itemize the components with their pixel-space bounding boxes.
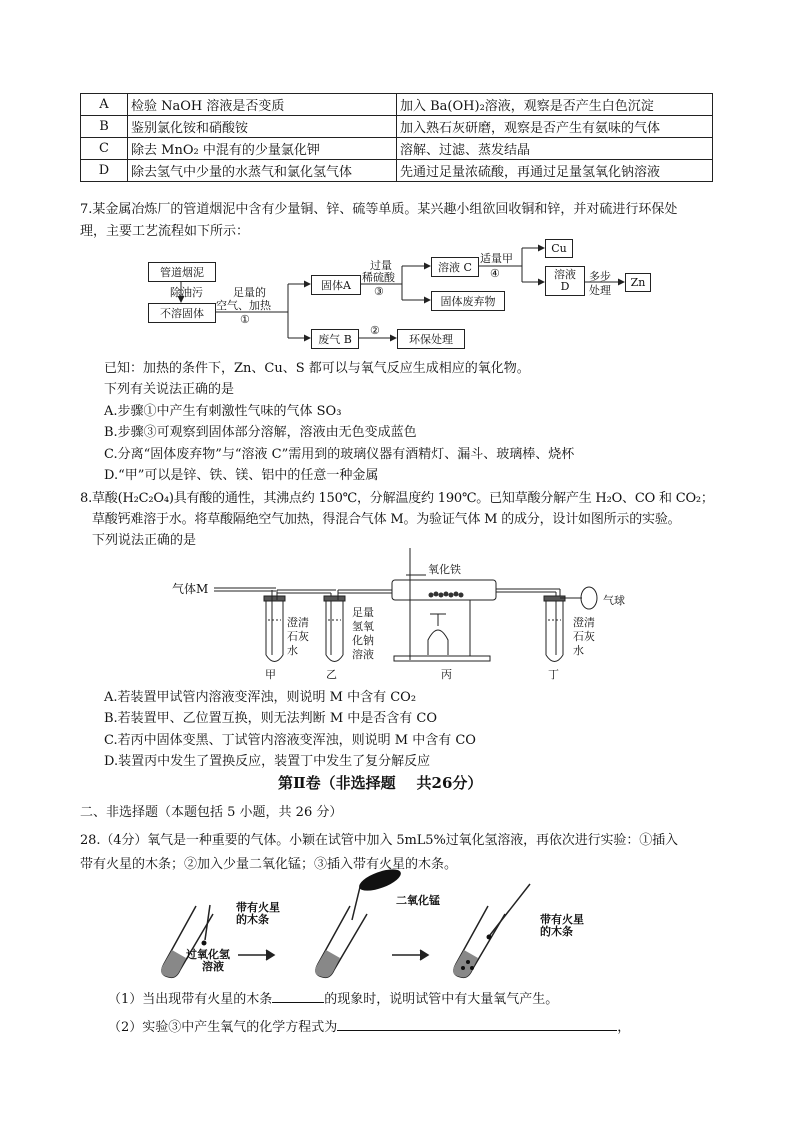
q8-option-d: D.装置丙中发生了置换反应，装置丁中发生了复分解反应: [104, 754, 431, 769]
q7-known: 已知：加热的条件下，Zn、Cu、S 都可以与氧气反应生成相应的氧化物。: [104, 361, 530, 376]
flow-label-step3: ③: [374, 285, 384, 298]
flow-label-acid1: 过量: [370, 259, 392, 272]
q8-stem-line2: 草酸钙难溶于水。将草酸隔绝空气加热，得混合气体 M。为验证气体 M 的成分，设计如图所示的实验。: [92, 512, 681, 527]
q8-option-a: A.若装置甲试管内溶液变浑浊，则说明 M 中含有 CO₂: [104, 690, 417, 705]
q7-option-d: D.“甲”可以是锌、铁、镁、铝中的任意一种金属: [104, 468, 379, 483]
flow-box-zn: Zn: [625, 273, 651, 292]
q8-stem-line1: 8.草酸(H₂C₂O₄)具有酸的通性，其沸点约 150℃，分解温度约 190℃。已知草酸分解产生 H₂O、CO 和 CO₂；: [80, 491, 714, 506]
q7-option-c: C.分离“固体废弃物”与“溶液 C”需用到的玻璃仪器有酒精灯、漏斗、玻璃棒、烧杯: [104, 447, 575, 462]
option-key: B: [81, 116, 128, 138]
label-ding: 丁: [548, 668, 559, 681]
label-h2o2-line1: 过氧化氢: [186, 948, 230, 961]
option-key: D: [81, 160, 128, 182]
flow-label-air2: 空气、加热: [216, 299, 271, 312]
label-limewater-jia: 澄清石灰水: [287, 616, 309, 657]
q28-part2-prefix: （2）实验③中产生氧气的化学方程式为: [108, 1020, 338, 1035]
label-gas-m: 气体M: [172, 582, 209, 596]
flow-box-env-treatment: 环保处理: [397, 329, 465, 349]
flow-label-step1: ①: [240, 313, 250, 326]
q7-ask: 下列有关说法正确的是: [104, 382, 235, 397]
flow-box-solution-d-line1: 溶液: [554, 268, 576, 281]
flow-label-air1: 足量的: [233, 286, 266, 299]
label-balloon: 气球: [603, 594, 625, 607]
label-limewater-ding: 澄清石灰水: [573, 616, 595, 657]
flow-label-multistep1: 多步: [589, 270, 611, 283]
q28-part2-suffix: ，: [617, 1020, 631, 1035]
label-mno2: 二氧化锰: [396, 894, 440, 907]
q8-ask: 下列说法正确的是: [92, 533, 197, 548]
q28-stem-line1: 28.（4分）氧气是一种重要的气体。小颖在试管中加入 5mL5%过氧化氢溶液，再依次进行实验：①插入: [80, 833, 678, 848]
flow-label-step4: ④: [490, 267, 500, 280]
flow-box-solution-c: 溶液 C: [431, 257, 479, 277]
option-method: 先通过足量浓硫酸，再通过足量氢氧化钠溶液: [397, 160, 713, 182]
q28-part1-suffix: 的现象时，说明试管中有大量氧气产生。: [324, 992, 559, 1007]
q7-option-a: A.步骤①中产生有刺激性气味的气体 SO₃: [104, 404, 342, 419]
q7-stem-line1: 7.某金属冶炼厂的管道烟泥中含有少量铜、锌、硫等单质。某兴趣小组欲回收铜和锌，并对硫进行环保处: [80, 202, 678, 217]
flow-label-acid2: 稀硫酸: [362, 271, 395, 284]
label-naoh-yi: 足量氢氧化钠溶液: [352, 606, 374, 661]
q7-option-b: B.步骤③可观察到固体部分溶解，溶液由无色变成蓝色: [104, 425, 417, 440]
flow-box-gas-b: 废气 B: [311, 329, 359, 349]
q28-part1: [108, 988, 558, 1007]
option-key: A: [81, 94, 128, 116]
label-glowing-stick1-line2: 的木条: [236, 913, 269, 926]
label-jia: 甲: [265, 668, 276, 681]
flow-box-solid-waste: 固体废弃物: [431, 291, 505, 311]
label-glowing-stick3-line1: 带有火星: [540, 913, 584, 926]
option-item: 除去氢气中少量的水蒸气和氯化氢气体: [128, 160, 397, 182]
section-title: 第Ⅱ卷（非选择题 共26分）: [278, 774, 483, 792]
label-glowing-stick3-line2: 的木条: [540, 925, 573, 938]
option-item: 除去 MnO₂ 中混有的少量氯化钾: [128, 138, 397, 160]
label-glowing-stick1-line1: 带有火星: [236, 901, 280, 914]
option-item: 检验 NaOH 溶液是否变质: [128, 94, 397, 116]
option-item: 鉴别氯化铵和硝酸铵: [128, 116, 397, 138]
option-key: C: [81, 138, 128, 160]
flow-label-step2: ②: [370, 324, 380, 337]
option-method: 溶解、过滤、蒸发结晶: [397, 138, 713, 160]
label-h2o2-line2: 溶液: [202, 960, 224, 973]
flow-box-insoluble-solid: 不溶固体: [148, 303, 216, 323]
option-method: 加入熟石灰研磨，观察是否产生有氨味的气体: [397, 116, 713, 138]
q28-stem-line2: 带有火星的木条；②加入少量二氧化锰；③插入带有火星的木条。: [80, 857, 458, 872]
q7-stem-line2: 理，主要工艺流程如下所示：: [80, 224, 250, 239]
part-two-heading: 二、非选择题（本题包括 5 小题，共 26 分）: [80, 805, 343, 820]
answer-blank-2[interactable]: [337, 1030, 617, 1031]
flow-box-pipe-sludge: 管道烟泥: [148, 262, 216, 282]
flow-label-multistep2: 处理: [589, 284, 611, 297]
answer-blank-1[interactable]: [272, 1002, 324, 1003]
label-iron-oxide: 氧化铁: [428, 563, 461, 576]
flow-label-degrease: 除油污: [170, 286, 203, 299]
flow-box-solution-d-line2: D: [560, 280, 570, 293]
q28-part2: [108, 1016, 630, 1035]
label-bing: 丙: [441, 668, 452, 681]
q8-option-c: C.若丙中固体变黑、丁试管内溶液变浑浊，则说明 M 中含有 CO: [104, 733, 476, 748]
label-yi: 乙: [326, 668, 337, 681]
flow-box-cu: Cu: [545, 239, 573, 258]
q8-option-b: B.若装置甲、乙位置互换，则无法判断 M 中是否含有 CO: [104, 711, 437, 726]
q28-part1-prefix: （1）当出现带有火星的木条: [108, 992, 273, 1007]
flow-label-reagent-jia: 适量甲: [480, 252, 513, 265]
flow-box-solid-a: 固体A: [311, 275, 361, 295]
option-method: 加入 Ba(OH)₂溶液，观察是否产生白色沉淀: [397, 94, 713, 116]
